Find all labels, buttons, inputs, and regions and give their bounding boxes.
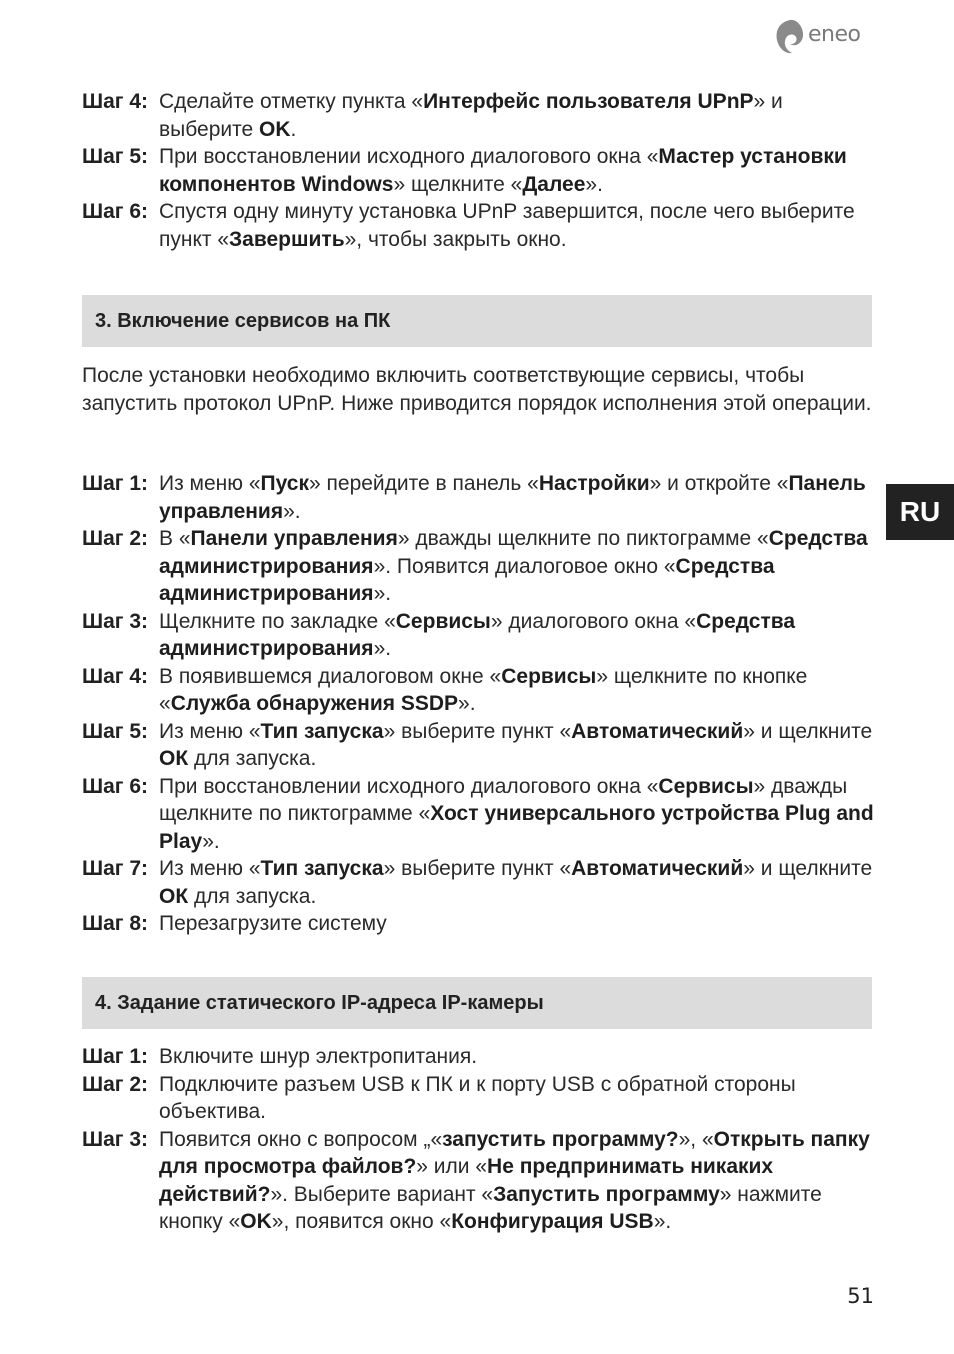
page-number: 51 xyxy=(847,1284,874,1308)
step-text-fragment: » и откройте « xyxy=(649,472,789,495)
step-label: Шаг 5: xyxy=(82,719,149,743)
section-3-header xyxy=(82,295,872,347)
step-text-emphasis: OK xyxy=(240,1210,272,1233)
step-item xyxy=(82,608,874,663)
eneo-swirl-icon xyxy=(774,18,806,56)
step-label: Шаг 7: xyxy=(82,857,149,880)
section-3-steps-list xyxy=(82,470,874,938)
step-text xyxy=(159,198,874,253)
section-4-steps-list xyxy=(82,1043,874,1236)
step-item xyxy=(82,88,874,143)
section-4-title: 4. Задание статического IP-адреса IP-камеры xyxy=(95,991,544,1014)
step-text-fragment: ». xyxy=(585,172,603,196)
step-item xyxy=(82,198,874,253)
step-text-emphasis: Мастер установки компонентов Windows xyxy=(159,145,847,196)
step-text-emphasis: Интерфейс пользователя UPnP xyxy=(423,90,754,113)
step-text-fragment: ». xyxy=(458,692,476,715)
step-text-emphasis: Запустить программу xyxy=(493,1182,720,1206)
step-item xyxy=(82,525,874,608)
step-text-fragment: », « xyxy=(678,1127,714,1151)
step-text-fragment: », чтобы закрыть окно. xyxy=(344,227,567,251)
step-text-emphasis: Панели управления xyxy=(190,527,398,550)
step-item xyxy=(82,1126,874,1236)
step-text xyxy=(159,1071,874,1126)
step-text-fragment: В « xyxy=(159,527,191,550)
step-item xyxy=(82,910,874,938)
top-steps-list xyxy=(82,88,874,253)
step-text-fragment: ». xyxy=(283,499,301,523)
step-text-emphasis: Завершить xyxy=(229,227,345,251)
step-text-fragment: Из меню « xyxy=(159,857,261,880)
step-text-emphasis: Не предпринимать никаких действий? xyxy=(159,1155,774,1206)
section-3-title: 3. Включение сервисов на ПК xyxy=(95,309,391,332)
step-item xyxy=(82,718,874,773)
step-text xyxy=(159,1126,874,1236)
eneo-logo xyxy=(774,18,874,58)
step-text-fragment: » нажмите кнопку « xyxy=(159,1182,822,1233)
language-tab: RU xyxy=(886,484,954,540)
step-text xyxy=(159,773,874,856)
step-label: Шаг 2: xyxy=(82,1072,149,1096)
step-item xyxy=(82,470,874,525)
step-text-emphasis: Автоматический xyxy=(571,719,744,743)
step-text-fragment: для запуска. xyxy=(188,884,317,908)
step-text-emphasis: Сервисы xyxy=(501,664,597,688)
step-text-fragment: Из меню « xyxy=(159,472,261,495)
step-item xyxy=(82,1071,874,1126)
step-text-fragment: ». Выберите вариант « xyxy=(270,1182,494,1206)
step-item xyxy=(82,663,874,718)
section-4-header xyxy=(82,977,872,1029)
step-text-emphasis: Тип запуска xyxy=(260,719,384,743)
step-text-emphasis: Служба обнаружения SSDP xyxy=(170,692,459,715)
step-text-fragment: для запуска. xyxy=(188,747,317,770)
step-text-fragment: . xyxy=(290,117,297,141)
step-text xyxy=(159,525,874,608)
step-text-emphasis: Средства администрирования xyxy=(159,527,868,578)
step-text-fragment: Подключите разъем USB к ПК и к порту USB с обратной стороны объектива. xyxy=(159,1072,796,1123)
step-label: Шаг 5: xyxy=(82,145,149,168)
step-text-fragment: ». xyxy=(202,829,220,853)
step-text-fragment: » щелкните « xyxy=(393,172,523,196)
step-text-fragment: При восстановлении исходного диалогового окна « xyxy=(159,774,659,798)
step-text-emphasis: Далее xyxy=(522,172,586,196)
step-text xyxy=(159,470,874,525)
step-text-fragment: ». Появится диалоговое окно « xyxy=(373,554,676,578)
step-text xyxy=(159,1043,874,1071)
step-text-emphasis: Настройки xyxy=(538,472,650,495)
step-text xyxy=(159,718,874,773)
step-text-emphasis: Сервисы xyxy=(658,774,754,798)
step-text-emphasis: Хост универсального устройства Plug and Play xyxy=(159,802,874,853)
step-text xyxy=(159,855,874,910)
step-text-emphasis: Тип запуска xyxy=(260,857,384,880)
step-text-fragment: Из меню « xyxy=(159,719,261,743)
step-text-fragment: » щелкните по кнопке « xyxy=(159,664,808,715)
step-text-fragment: », появится окно « xyxy=(271,1210,452,1233)
step-text-fragment: » перейдите в панель « xyxy=(309,472,539,495)
step-text-fragment: » и щелкните xyxy=(743,719,873,743)
step-text-emphasis: OK xyxy=(259,117,291,141)
step-text-emphasis: Конфигурация USB xyxy=(451,1210,654,1233)
step-item xyxy=(82,855,874,910)
step-text-fragment: Появится окно с вопросом „« xyxy=(159,1127,443,1151)
step-text-emphasis: Пуск xyxy=(260,472,309,495)
step-text xyxy=(159,143,874,198)
step-text xyxy=(159,608,874,663)
step-text-emphasis: Средства администрирования xyxy=(159,554,775,605)
step-text-emphasis: запустить программу? xyxy=(442,1127,679,1151)
step-text-fragment: ». xyxy=(653,1210,672,1233)
step-label: Шаг 8: xyxy=(82,912,149,935)
step-label: Шаг 6: xyxy=(82,774,149,798)
step-label: Шаг 1: xyxy=(82,472,149,495)
step-text-emphasis: Сервисы xyxy=(395,609,491,633)
step-text-fragment: » выберите пункт « xyxy=(383,857,572,880)
step-item xyxy=(82,773,874,856)
step-text-fragment: » выберите пункт « xyxy=(383,719,572,743)
step-label: Шаг 4: xyxy=(82,664,149,688)
step-text-fragment: В появившемся диалоговом окне « xyxy=(159,664,502,688)
step-text-fragment: » дважды щелкните по пиктограмме « xyxy=(159,774,848,825)
step-label: Шаг 2: xyxy=(82,527,149,550)
step-text-emphasis: ОК xyxy=(159,884,189,908)
step-text-fragment: Перезагрузите систему xyxy=(159,912,387,935)
logo-text: eneo xyxy=(808,22,861,47)
step-text-fragment: Щелкните по закладке « xyxy=(159,609,396,633)
step-text-fragment: » диалогового окна « xyxy=(490,609,697,633)
step-label: Шаг 4: xyxy=(82,90,149,113)
step-text-fragment: » или « xyxy=(416,1155,488,1178)
section-3-intro: После установки необходимо включить соответствующие сервисы, чтобы запустить протокол UPnP. Ниже приводится порядок исполнения этой операции. xyxy=(82,364,872,415)
step-text-emphasis: Панель управления xyxy=(159,472,866,523)
step-item xyxy=(82,1043,874,1071)
step-text-fragment: ». xyxy=(373,637,392,660)
step-text-fragment: » дважды щелкните по пиктограмме « xyxy=(397,527,769,550)
step-text xyxy=(159,910,874,938)
step-text-fragment: Сделайте отметку пункта « xyxy=(159,90,424,113)
step-label: Шаг 3: xyxy=(82,1127,149,1151)
step-text-fragment: ». xyxy=(373,582,392,605)
step-text-emphasis: Средства администрирования xyxy=(159,609,796,660)
step-label: Шаг 3: xyxy=(82,609,149,633)
step-text xyxy=(159,88,874,143)
step-text-fragment: » и щелкните xyxy=(743,857,873,880)
step-text-emphasis: ОК xyxy=(159,747,189,770)
step-text-fragment: При восстановлении исходного диалогового окна « xyxy=(159,145,659,168)
step-text-fragment: Спустя одну минуту установка UPnP завершится, после чего выберите пункт « xyxy=(159,200,855,251)
step-label: Шаг 6: xyxy=(82,200,149,223)
step-text-emphasis: Открыть папку для просмотра файлов? xyxy=(159,1127,870,1178)
step-text xyxy=(159,663,874,718)
step-text-fragment: Включите шнур электропитания. xyxy=(159,1045,478,1068)
step-text-emphasis: Автоматический xyxy=(571,857,744,880)
step-text-fragment: » и выберите xyxy=(159,90,783,141)
step-item xyxy=(82,143,874,198)
step-label: Шаг 1: xyxy=(82,1045,149,1068)
